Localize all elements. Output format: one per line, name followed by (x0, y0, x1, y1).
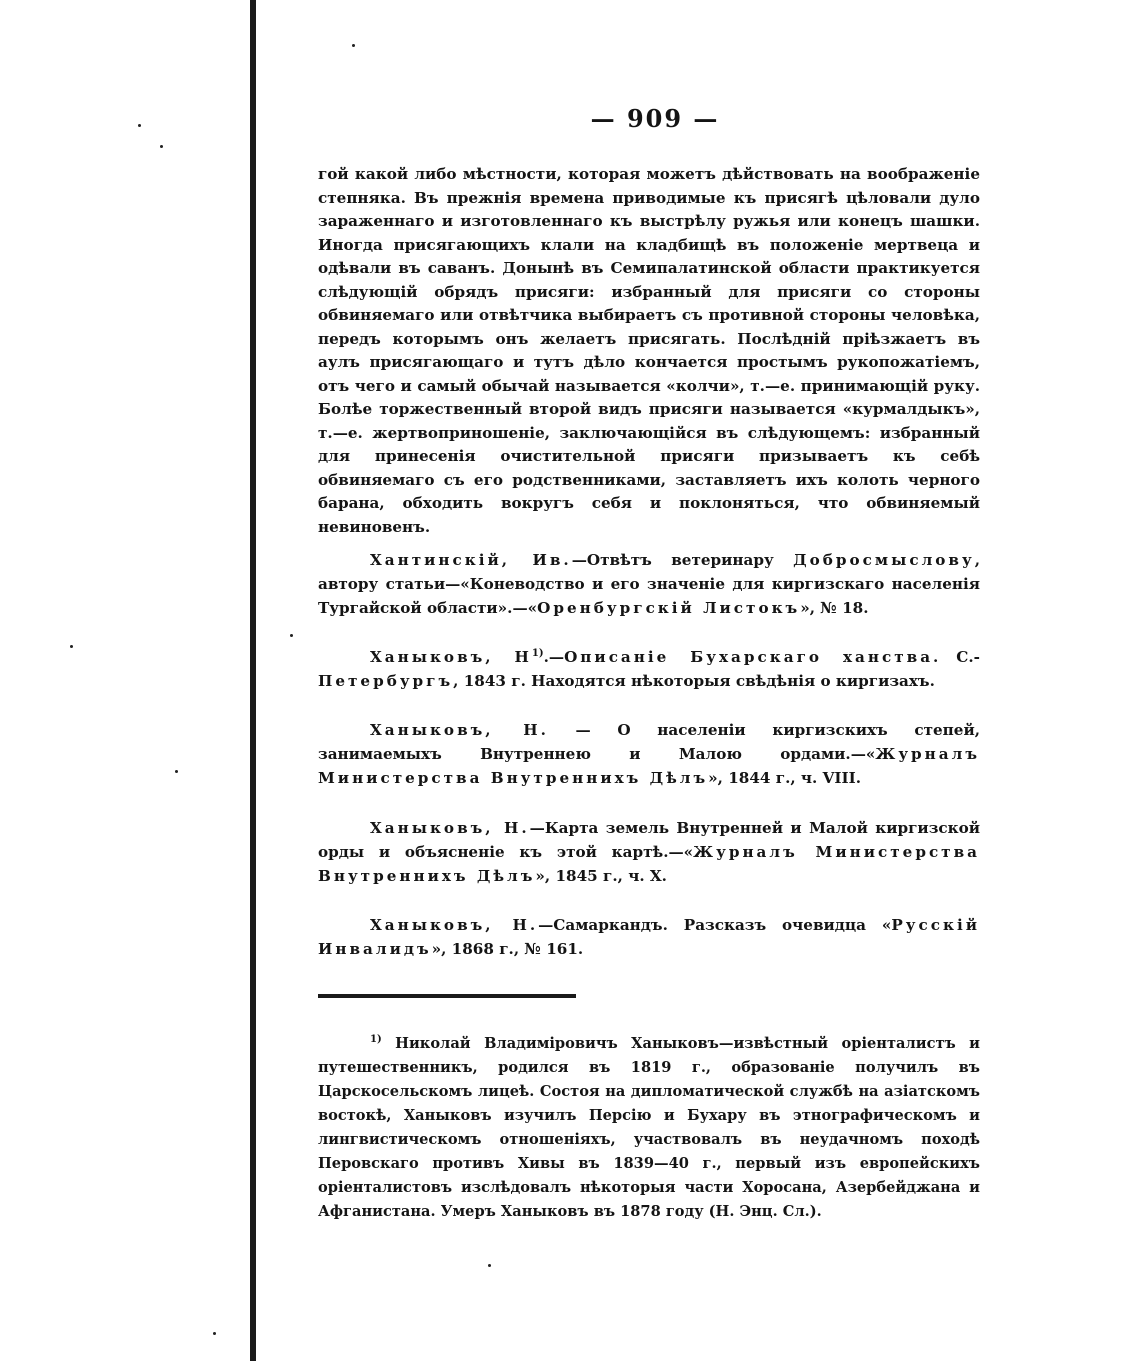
footnote-text: Николай Владиміровичъ Ханыковъ—извѣстный оріенталистъ и путешественникъ, родился въ 1819 г., образованіе получилъ въ Царскосельскомъ лицеѣ. Состоя на дипломатической службѣ на азіатскомъ востокѣ, Ханыковъ изучилъ Персію и Бухару въ этнографическомъ и лингвистическомъ отношеніяхъ, участвовалъ въ неудачномъ походѣ Перовскаго противъ Хивы въ 1839—40 г., первый изъ европейскихъ оріенталистовъ изслѣдовалъ нѣкоторыя части Хоросана, Азербейджана и Афганистана. Умеръ Ханыковъ въ 1878 году (Н. Энц. Сл.). (318, 1035, 980, 1220)
entry-text: — О населеніи киргизскихъ степей, занимаемыхъ Внутреннею и Малою ордами.—« (318, 721, 980, 763)
entry-tail: », 1868 г., № 161. (431, 940, 584, 958)
entry-text: —Карта земель Внутренней и Малой киргизской орды и объясненіе къ этой картѣ.—« (318, 819, 980, 861)
entry-person: Добросмыслову (793, 551, 975, 569)
scan-speck (160, 145, 163, 148)
footnote-separator (318, 994, 576, 998)
entry-title: Описаніе Бухарскаго ханства (564, 648, 934, 666)
entry-text: —Отвѣтъ ветеринару (571, 551, 794, 569)
bibliography-entry (318, 645, 980, 693)
entry-text: . С.- (933, 648, 980, 666)
binding-edge-line (250, 0, 256, 1361)
scan-speck (352, 44, 355, 47)
page-number: — 909 — (590, 104, 720, 133)
main-paragraph: гой какой либо мѣстности, которая можетъ дѣйствовать на воображеніе степняка. Въ прежнія времена приводимые къ присягѣ цѣловали дуло зараженнаго и изготовленнаго къ выстрѣлу ружья или конецъ шашки. Иногда присягающихъ клали на кладбищѣ въ положеніе мертвеца и одѣвали въ саванъ. Донынѣ въ Семипалатинской области практикуется слѣдующій обрядъ присяги: избранный для присяги со стороны обвиняемаго или отвѣтчика выбираетъ съ противной стороны человѣка, передъ которымъ онъ желаетъ присягать. Послѣдній пріѣзжаетъ въ аулъ присягающаго и тутъ дѣло кончается простымъ рукопожатіемъ, отъ чего и самый обычай называется «колчи», т.—е. принимающій руку. Болѣе торжественный второй видъ присяги называется «курмалдыкъ», т.—е. жертвоприношеніе, заключающійся въ слѣдующемъ: избранный для принесенія очистительной присяги призываетъ къ себѣ обвиняемаго съ его родственниками, заставляетъ ихъ колоть черного барана, обходить вокругъ себя и поклоняться, что обвиняемый невиновенъ. (318, 165, 980, 536)
entry-tail: », 1845 г., ч. X. (535, 867, 667, 885)
entry-tail: », № 18. (800, 599, 869, 617)
entry-place: Петербургъ (318, 672, 454, 690)
footnote (318, 1032, 980, 1224)
entry-source: Журналъ Министерства Внутреннихъ Дѣлъ (318, 745, 980, 787)
entry-source: Журналъ Министерства Внутреннихъ Дѣлъ (318, 843, 980, 885)
footnote-reference: 1) (531, 647, 544, 659)
scan-speck (290, 634, 293, 637)
entry-author: Хантинскій, Ив. (370, 551, 572, 569)
entry-text: .— (543, 648, 565, 666)
bibliography-entry (318, 718, 980, 790)
bibliography-entry (318, 913, 980, 961)
entry-author: Ханыковъ, Н. (370, 916, 539, 934)
entry-tail: », 1844 г., ч. VIII. (708, 769, 862, 787)
entry-source: Русскій Инвалидъ (318, 916, 980, 958)
entry-author: Ханыковъ, Н. (370, 819, 530, 837)
scan-speck (138, 124, 141, 127)
entry-source: Оренбургскій Листокъ (537, 599, 801, 617)
bibliography-entry (318, 816, 980, 888)
scan-speck (175, 770, 178, 773)
scan-speck (70, 645, 73, 648)
bibliography-entry (318, 548, 980, 620)
scan-speck (213, 1332, 216, 1335)
entry-author: Ханыковъ, Н (370, 648, 532, 666)
entry-text: —Самаркандъ. Разсказъ очевидца « (538, 916, 892, 934)
entry-tail: , 1843 г. Находятся нѣкоторыя свѣдѣнія о киргизахъ. (453, 672, 935, 690)
entry-text: , автору статьи—«Коневодство и его значеніе для киргизскаго населенія Тургайской области».—« (318, 551, 981, 617)
footnote-marker: 1) (370, 1034, 382, 1046)
scan-speck (488, 1264, 491, 1267)
entry-author: Ханыковъ, Н. (370, 721, 549, 739)
